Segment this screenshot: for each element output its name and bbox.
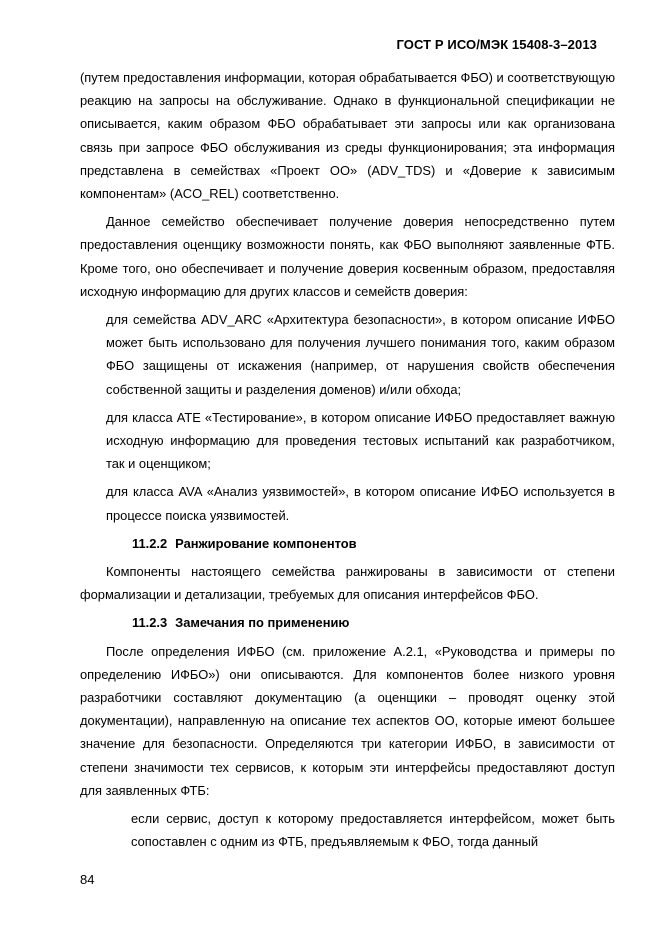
page-number: 84	[80, 872, 95, 887]
paragraph-3: Компоненты настоящего семейства ранжированы в зависимости от степени формализации и детализации, требуемых для описания интерфейсов ФБО.	[80, 564, 615, 603]
paragraph-4: После определения ИФБО (см. приложение А.2.1, «Руководства и примеры по определению ИФБО») они описываются. Для компонентов более низкого уровня разработчики составляют документацию (а оценщики – проводят оценку этой документации), направленную на описание тех аспектов ОО, которые имеют большее значение для безопасности. Определяются три категории ИФБО, в зависимости от степени значимости тех сервисов, к которым эти интерфейсы предоставляют доступ для заявленных ФТБ:	[80, 643, 615, 798]
list-item-adv-arc: для семейства ADV_ARC «Архитектура безопасности», в котором описание ИФБО может быть использовано для получения лучшего понимания того, каким образом ФБО защищены от искажения (например, от нарушения свойств обеспечения собственной защиты и разделения доменов) и/или обхода;	[106, 312, 615, 397]
section-heading-ranking	[80, 532, 615, 555]
standard-header: ГОСТ Р ИСО/МЭК 15408-3–2013	[396, 37, 597, 52]
section-title: Замечания по применению	[175, 615, 350, 631]
document-body	[80, 66, 615, 854]
list-item-ava: для класса AVA «Анализ уязвимостей», в котором описание ИФБО используется в процессе поиска уязвимостей.	[106, 484, 615, 523]
section-heading-notes	[80, 611, 615, 634]
section-number: 11.2.2	[132, 535, 168, 551]
list-item-service: если сервис, доступ к которому предоставляется интерфейсом, может быть сопоставлен с одним из ФТБ, предъявляемым к ФБО, тогда данный	[131, 811, 615, 850]
section-title: Ранжирование компонентов	[175, 535, 357, 551]
paragraph-1: (путем предоставления информации, которая обрабатывается ФБО) и соответствующую реакцию на запросы на обслуживание. Однако в функциональной спецификации не описывается, каким образом ФБО обрабатывает эти запросы или как организована связь при запросе ФБО обслуживания из среды функционирования; эта информация представлена в семействах «Проект ОО» (ADV_TDS) и «Доверие к зависимым компонентам» (ACO_REL) соответственно.	[80, 70, 615, 202]
section-number: 11.2.3	[132, 615, 168, 631]
list-item-ate: для класса ATE «Тестирование», в котором описание ИФБО предоставляет важную исходную информацию для проведения тестовых испытаний как разработчиком, так и оценщиком;	[106, 409, 615, 472]
paragraph-2: Данное семейство обеспечивает получение доверия непосредственно путем предоставления оценщику возможности понять, как ФБО выполняют заявленные ФТБ. Кроме того, оно обеспечивает и получение доверия косвенным образом, предоставляя исходную информацию для других классов и семейств доверия:	[80, 214, 615, 299]
